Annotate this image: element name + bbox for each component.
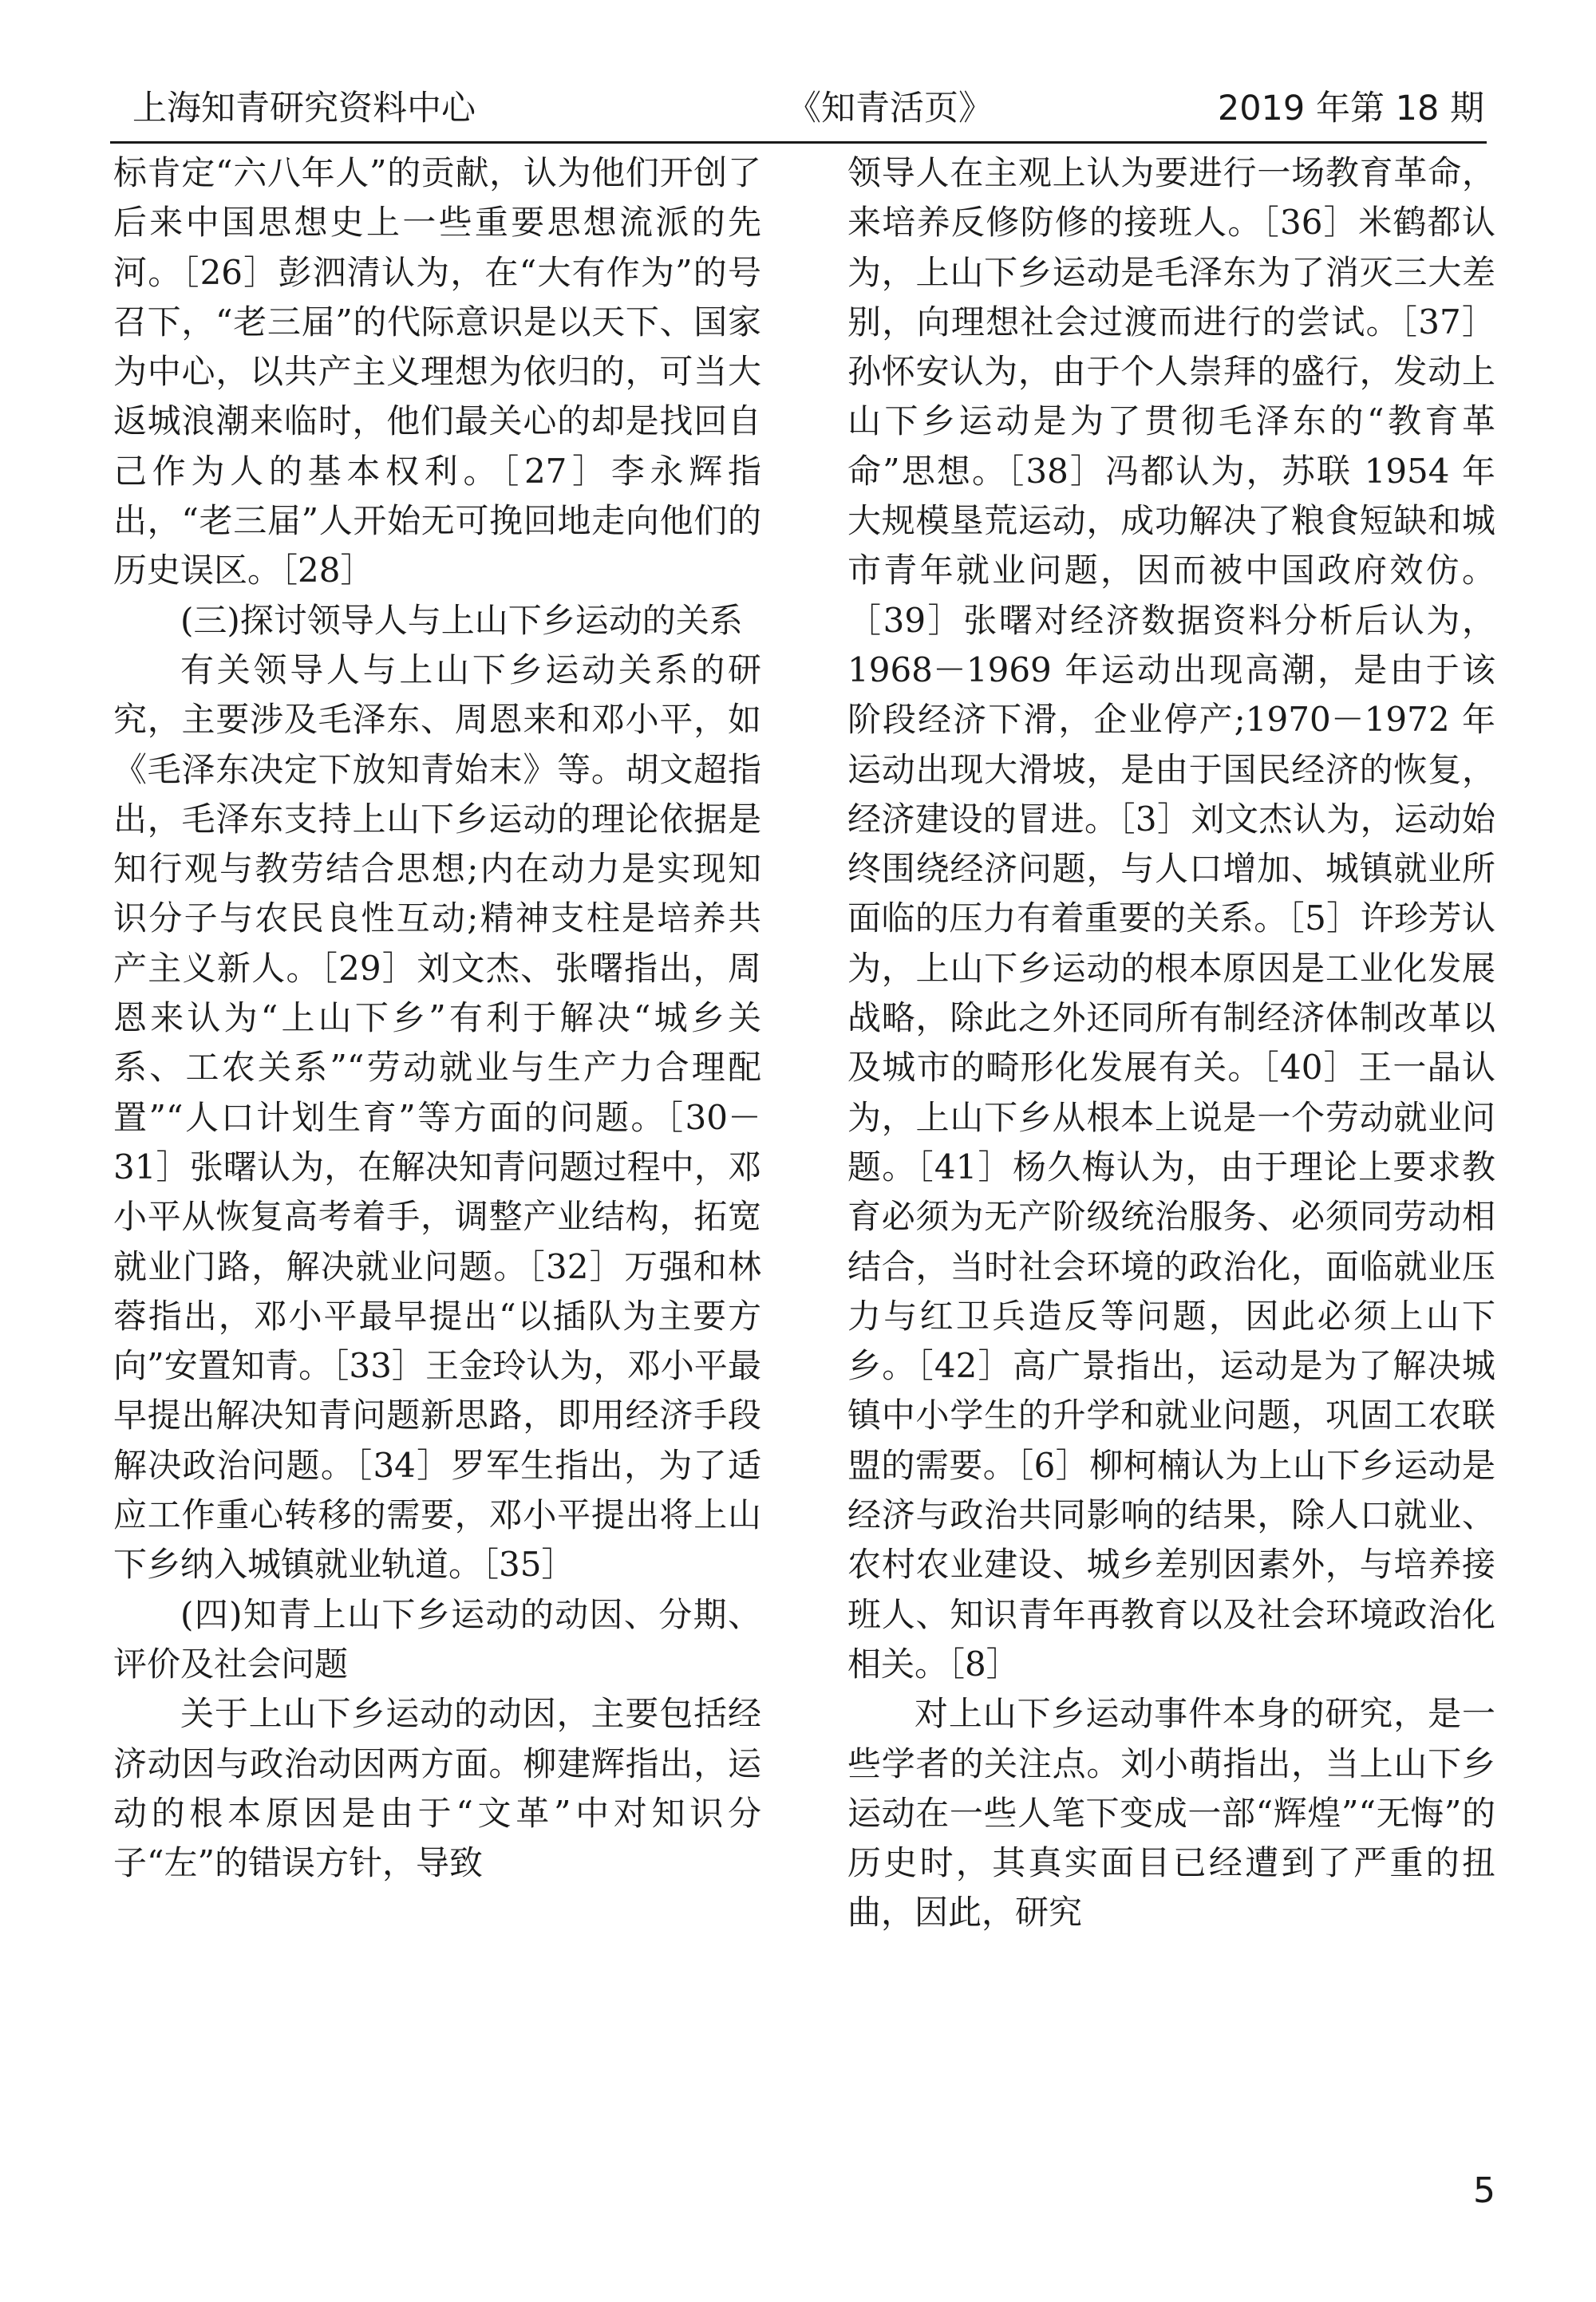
section-heading: (四)知青上山下乡运动的动因、分期、评价及社会问题 <box>113 1594 761 1684</box>
paragraph: 有关领导人与上山下乡运动关系的研究，主要涉及毛泽东、周恩来和邓小平，如《毛泽东决定下放知青始末》等。胡文超指出，毛泽东支持上山下乡运动的理论依据是知行观与教劳结合思想;内在动力是实现知识分子与农民良性互动;精神支柱是培养共产主义新人。［29］刘文杰、张曙指出，周恩来认为“上山下乡”有利于解决“城乡关系、工农关系”“劳动就业与生产力合理配置”“人口计划生育”等方面的问题。［30－31］张曙认为，在解决知青问题过程中，邓小平从恢复高考着手，调整产业结构，拓宽就业门路，解决就业问题。［32］万强和林蓉指出，邓小平最早提出“以插队为主要方向”安置知青。［33］王金玲认为，邓小平最早提出解决知青问题新思路，即用经济手段解决政治问题。［34］罗军生指出，为了适应工作重心转移的需要，邓小平提出将上山下乡纳入城镇就业轨道。［35］ <box>113 650 761 1585</box>
page-number: 5 <box>1473 2170 1495 2211</box>
paragraph: 关于上山下乡运动的动因，主要包括经济动因与政治动因两方面。柳建辉指出，运动的根本原因是由于“文革”中对知识分子“左”的错误方针，导致 <box>113 1694 761 1883</box>
header-journal-title: 《知青活页》 <box>787 89 993 128</box>
paragraph: 领导人在主观上认为要进行一场教育革命，来培养反修防修的接班人。［36］米鹤都认为，上山下乡运动是毛泽东为了消灭三大差别，向理想社会过渡而进行的尝试。［37］孙怀安认为，由于个人崇拜的盛行，发动上山下乡运动是为了贯彻毛泽东的“教育革命”思想。［38］冯都认为，苏联 1954 年大规模垦荒运动，成功解决了粮食短缺和城市青年就业问题，因而被中国政府效仿。［39］张曙对经济数据资料分析后认为，1968－1969 年运动出现高潮，是由于该阶段经济下滑，企业停产;1970－1972 年运动出现大滑坡，是由于国民经济的恢复，经济建设的冒进。［3］刘文杰认为，运动始终围绕经济问题，与人口增加、城镇就业所面临的压力有着重要的关系。［5］许珍芳认为，上山下乡运动的根本原因是工业化发展战略，除此之外还同所有制经济体制改革以及城市的畸形化发展有关。［40］王一晶认为，上山下乡从根本上说是一个劳动就业问题。［41］杨久梅认为，由于理论上要求教育必须为无产阶级统治服务、必须同劳动相结合，当时社会环境的政治化，面临就业压力与红卫兵造反等问题，因此必须上山下乡。［42］高广景指出，运动是为了解决城镇中小学生的升学和就业问题，巩固工农联盟的需要。［6］柳柯楠认为上山下乡运动是经济与政治共同影响的结果，除人口就业、农村农业建设、城乡差别因素外，与培养接班人、知识青年再教育以及社会环境政治化相关。［8］ <box>847 153 1495 1684</box>
section-heading: (三)探讨领导人与上山下乡运动的关系 <box>180 600 743 640</box>
left-column <box>113 148 761 1888</box>
right-column <box>847 148 1495 1938</box>
paragraph: 标肯定“六八年人”的贡献，认为他们开创了后来中国思想史上一些重要思想流派的先河。［26］彭泗清认为，在“大有作为”的号召下，“老三届”的代际意识是以天下、国家为中心，以共产主义理想为依归的，可当大返城浪潮来临时，他们最关心的却是找回自己作为人的基本权利。［27］李永辉指出，“老三届”人开始无可挽回地走向他们的历史误区。［28］ <box>113 153 761 590</box>
paragraph: 对上山下乡运动事件本身的研究，是一些学者的关注点。刘小萌指出，当上山下乡运动在一些人笔下变成一部“辉煌”“无悔”的历史时，其真实面目已经遭到了严重的扭曲，因此，研究 <box>847 1694 1495 1933</box>
header-rule <box>110 141 1487 144</box>
running-header <box>118 77 1484 140</box>
header-publisher: 上海知青研究资料中心 <box>132 89 476 128</box>
header-issue: 2019 年第 18 期 <box>1217 89 1484 128</box>
